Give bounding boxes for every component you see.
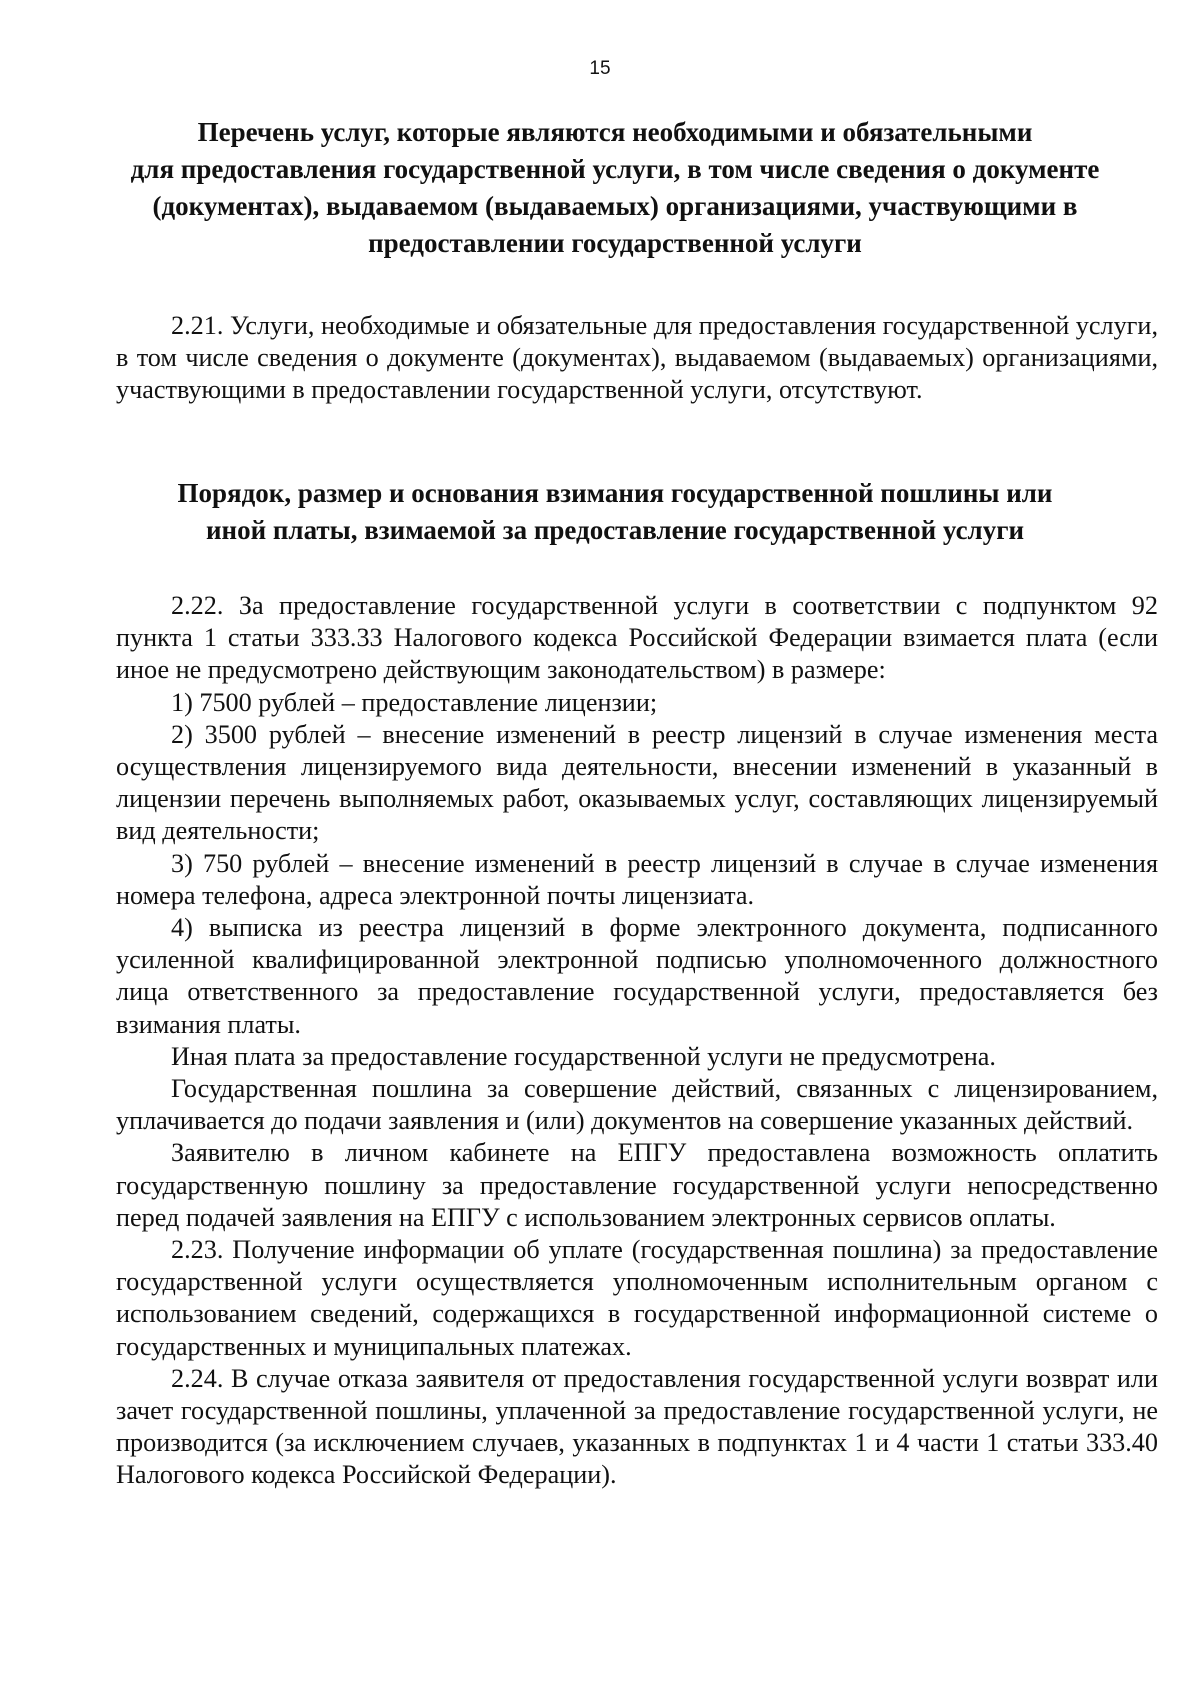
paragraph-state-duty: Государственная пошлина за совершение действий, связанных с лицензированием, уплачивается до подачи заявления и (или) документов на совершение указанных действий. bbox=[116, 1074, 1158, 1136]
heading-line: (документах), выдаваемом (выдаваемых) организациями, участвующими в bbox=[152, 191, 1078, 221]
paragraph-2-23: 2.23. Получение информации об уплате (государственная пошлина) за предоставление государственной услуги осуществляется уполномоченным исполнительным органом с использованием сведений, содержащихся в государственной информационной системе о государственных и муниципальных платежах. bbox=[116, 1235, 1158, 1361]
list-item-3: 3) 750 рублей – внесение изменений в реестр лицензий в случае в случае изменения номера телефона, адреса электронной почты лицензиата. bbox=[116, 848, 1158, 910]
section-heading-fees bbox=[110, 475, 1120, 549]
paragraph-2-24: 2.24. В случае отказа заявителя от предоставления государственной услуги возврат или зачет государственной пошлины, уплаченной за предоставление государственной услуги, не производится (за исключением случаев, указанных в подпунктах 1 и 4 части 1 статьи 333.40 Налогового кодекса Российской Федерации). bbox=[116, 1363, 1158, 1490]
heading-line: иной платы, взимаемой за предоставление государственной услуги bbox=[205, 515, 1025, 545]
paragraph-epgu-payment: Заявителю в личном кабинете на ЕПГУ предоставлена возможность оплатить государственную пошлину за предоставление государственной услуги непосредственно перед подачей заявления на ЕПГУ с использованием электронных сервисов оплаты. bbox=[116, 1138, 1158, 1232]
heading-line: Перечень услуг, которые являются необходимыми и обязательными bbox=[197, 117, 1033, 147]
section-body-fees bbox=[116, 590, 1158, 1492]
heading-line: для предоставления государственной услуги, в том числе сведения о документе bbox=[130, 154, 1100, 184]
list-item-2: 2) 3500 рублей – внесение изменений в реестр лицензий в случае изменения места осуществления лицензируемого вида деятельности, внесении изменений в указанный в лицензии перечень выполняемых работ, оказываемых услуг, составляющих лицензируемый вид деятельности; bbox=[116, 719, 1158, 846]
heading-line: Порядок, размер и основания взимания государственной пошлины или bbox=[177, 478, 1053, 508]
page-number: 15 bbox=[589, 58, 611, 79]
paragraph-2-21: 2.21. Услуги, необходимые и обязательные для предоставления государственной услуги, в том числе сведения о документе (документах), выдаваемом (выдаваемых) организациями, участвующими в предоставлении государственной услуги, отсутствуют. bbox=[116, 311, 1158, 405]
paragraph-other-fee: Иная плата за предоставление государственной услуги не предусмотрена. bbox=[171, 1041, 996, 1071]
list-item-1: 1) 7500 рублей – предоставление лицензии; bbox=[171, 687, 658, 717]
heading-line: предоставлении государственной услуги bbox=[368, 228, 862, 258]
list-item-4: 4) выписка из реестра лицензий в форме электронного документа, подписанного усиленной квалифицированной электронной подписью уполномоченного должностного лица ответственного за предоставление государственной услуги, предоставляется без взимания платы. bbox=[116, 913, 1158, 1039]
section-body-services bbox=[116, 310, 1158, 407]
paragraph-2-22: 2.22. За предоставление государственной услуги в соответствии с подпунктом 92 пункта 1 статьи 333.33 Налогового кодекса Российской Федерации взимается плата (если иное не предусмотрено действующим законодательством) в размере: bbox=[116, 591, 1158, 685]
section-heading-services bbox=[110, 114, 1120, 262]
